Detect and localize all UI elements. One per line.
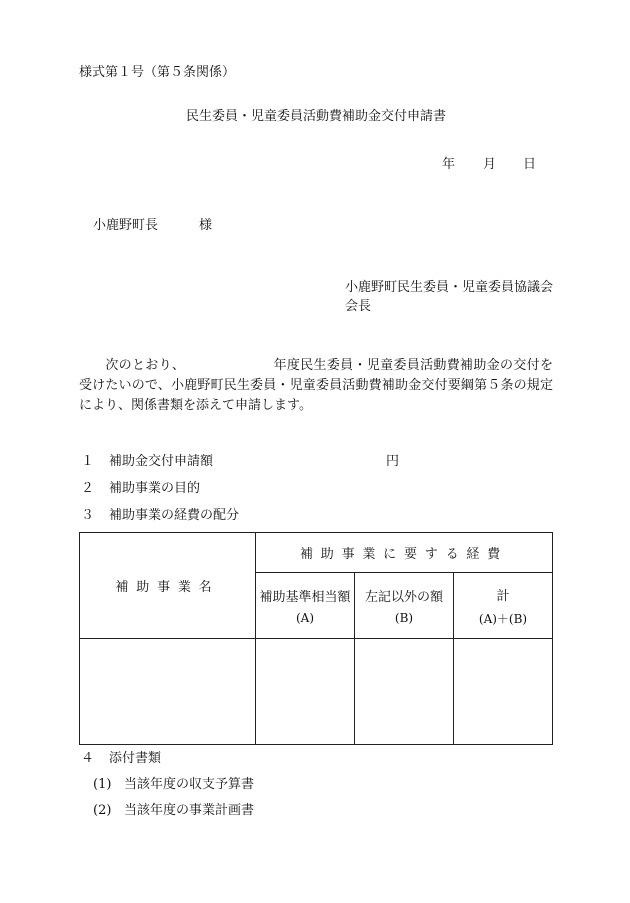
item-number: ４ — [81, 751, 95, 766]
column-label: 補助基準相当額 — [259, 590, 351, 605]
project-name-header: 補助事業名 — [80, 533, 256, 639]
attachment-label: 当該年度の事業計画書 — [124, 803, 255, 818]
total-amount-cell[interactable] — [454, 639, 553, 745]
document-title: 民生委員・児童委員活動費補助金交付申請書 — [186, 109, 447, 124]
body-lead: 次のとおり、 — [105, 358, 186, 373]
date-month-label: 月 — [483, 157, 497, 172]
other-amount-cell[interactable] — [355, 639, 454, 745]
body-text: 年度民生委員・児童委員活動費補助金の交付を受けたいので、小鹿野町民生委員・児童委員活動費補助金交付要綱第５条の規定により、関係書類を添えて申請します。 — [79, 358, 553, 413]
amount-unit: 円 — [386, 454, 400, 469]
item-application-amount — [81, 454, 213, 470]
column-sub-label: (A)＋(B) — [478, 611, 528, 626]
item-number: ２ — [81, 481, 95, 496]
item-attachments — [81, 751, 161, 767]
item-cost-allocation — [81, 508, 239, 524]
item-number: １ — [81, 454, 95, 469]
cost-allocation-table — [79, 532, 553, 745]
addressee-name: 小鹿野町長 — [93, 218, 159, 233]
column-sub-label: (B) — [394, 611, 414, 625]
column-label: 計 — [496, 588, 510, 604]
attachment-number: (2) — [93, 803, 112, 818]
standard-amount-cell[interactable] — [256, 639, 355, 745]
form-number: 様式第１号（第５条関係） — [79, 65, 236, 80]
applicant-organization: 小鹿野町民生委員・児童委員協議会 — [345, 280, 554, 295]
addressee-honorific: 様 — [199, 218, 213, 233]
column-header-standard-amount — [256, 573, 355, 639]
column-sub-label: (A) — [295, 611, 315, 625]
application-body — [79, 356, 553, 416]
item-number: ３ — [81, 508, 95, 523]
item-label: 補助事業の経費の配分 — [109, 508, 240, 523]
date-year-label: 年 — [442, 157, 456, 172]
cost-group-header: 補助事業に要する経費 — [256, 533, 553, 573]
date-day-label: 日 — [523, 157, 537, 172]
column-label: 左記以外の額 — [364, 590, 443, 605]
item-label: 添付書類 — [109, 751, 162, 766]
item-label: 補助金交付申請額 — [109, 454, 214, 469]
applicant-title: 会長 — [345, 299, 372, 314]
item-label: 補助事業の目的 — [109, 481, 201, 496]
column-header-other-amount — [355, 573, 454, 639]
column-header-total — [454, 573, 553, 639]
attachment-item — [93, 803, 254, 819]
attachment-item — [93, 777, 254, 793]
attachment-number: (1) — [93, 777, 112, 792]
project-name-cell[interactable] — [80, 639, 256, 745]
attachment-label: 当該年度の収支予算書 — [124, 777, 255, 792]
item-project-purpose — [81, 481, 200, 497]
